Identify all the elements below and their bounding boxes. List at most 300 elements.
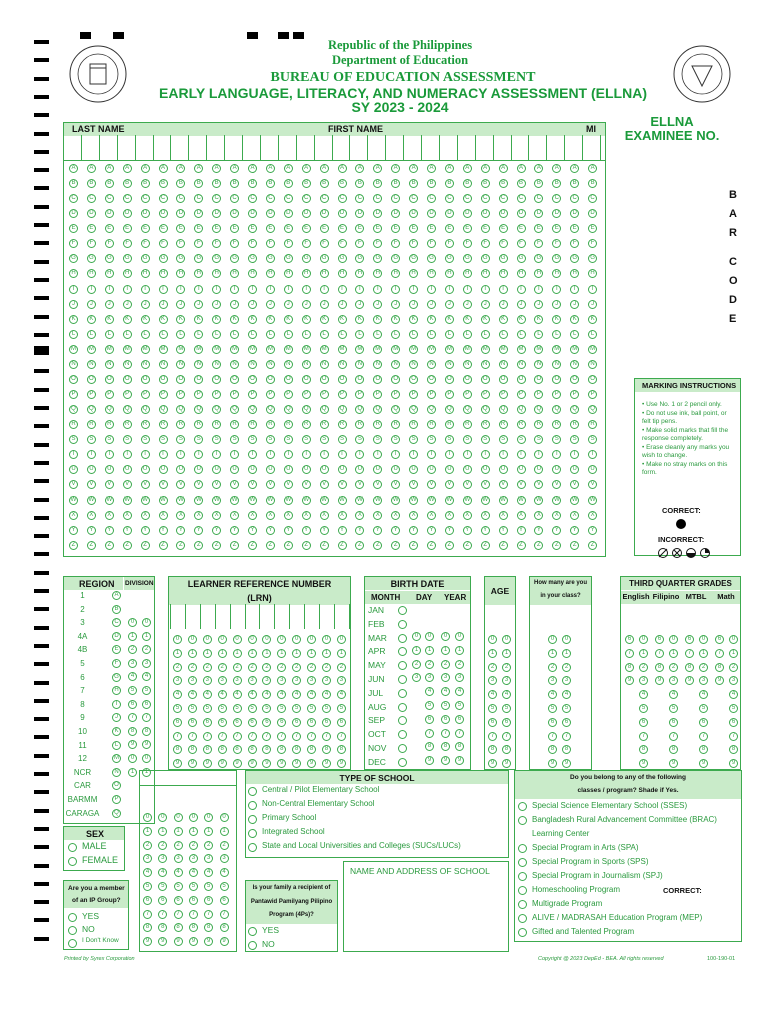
lrn-bubble[interactable]: 3 <box>292 676 301 685</box>
name-bubble[interactable]: E <box>248 224 257 233</box>
division-code-bubble[interactable]: 0 <box>204 813 213 822</box>
name-bubble[interactable]: M <box>536 345 542 352</box>
name-bubble[interactable]: I <box>373 285 382 294</box>
name-bubble[interactable]: P <box>481 390 490 399</box>
division-bubble[interactable]: 1 <box>128 632 137 641</box>
lrn-bubble[interactable]: 2 <box>233 663 242 672</box>
class-count-bubble[interactable]: 5 <box>548 704 557 713</box>
name-bubble[interactable]: N <box>141 360 150 369</box>
lrn-bubble[interactable]: 3 <box>322 676 331 685</box>
name-bubble[interactable]: K <box>248 315 257 324</box>
lrn-bubble[interactable]: 1 <box>233 649 242 658</box>
day-bubble[interactable]: 8 <box>425 742 434 751</box>
name-bubble[interactable]: O <box>445 375 454 384</box>
name-bubble[interactable]: V <box>176 480 185 489</box>
month-bubble[interactable] <box>398 758 407 767</box>
division-bubble[interactable]: 6 <box>142 700 151 709</box>
name-bubble[interactable]: J <box>499 300 508 309</box>
name-bubble[interactable]: T <box>248 450 257 459</box>
name-bubble[interactable]: Z <box>159 541 168 550</box>
name-bubble[interactable]: R <box>87 420 96 429</box>
year-bubble[interactable]: 7 <box>455 729 464 738</box>
lrn-bubble[interactable]: 4 <box>322 690 331 699</box>
name-bubble[interactable]: O <box>248 375 257 384</box>
division-code-bubble[interactable]: 0 <box>143 813 152 822</box>
name-bubble[interactable]: Z <box>463 541 472 550</box>
name-bubble[interactable]: A <box>266 164 275 173</box>
name-bubble[interactable]: R <box>552 420 561 429</box>
lrn-bubble[interactable]: 9 <box>188 759 197 768</box>
name-bubble[interactable]: Q <box>266 405 275 414</box>
name-bubble[interactable]: Y <box>373 526 382 535</box>
program-bubble[interactable] <box>518 858 527 867</box>
name-bubble[interactable]: W <box>106 496 113 503</box>
month-bubble[interactable] <box>398 675 407 684</box>
name-bubble[interactable]: G <box>499 254 508 263</box>
name-bubble[interactable]: D <box>499 209 508 218</box>
name-bubble[interactable]: Y <box>463 526 472 535</box>
age-bubble[interactable]: 6 <box>488 718 497 727</box>
name-bubble[interactable]: V <box>588 480 597 489</box>
name-bubble[interactable]: X <box>445 511 454 520</box>
name-bubble[interactable]: Q <box>194 405 203 414</box>
name-bubble[interactable]: R <box>302 420 311 429</box>
lrn-bubble[interactable]: 5 <box>218 704 227 713</box>
name-bubble[interactable]: Q <box>159 405 168 414</box>
lrn-bubble[interactable]: 1 <box>248 649 257 658</box>
name-bubble[interactable]: T <box>355 450 364 459</box>
name-bubble[interactable]: E <box>481 224 490 233</box>
division-bubble[interactable]: 1 <box>128 768 137 777</box>
name-bubble[interactable]: K <box>141 315 150 324</box>
name-bubble[interactable]: Q <box>230 405 239 414</box>
name-bubble[interactable]: X <box>570 511 579 520</box>
name-bubble[interactable]: E <box>499 224 508 233</box>
name-bubble[interactable]: Q <box>409 405 418 414</box>
lrn-bubble[interactable]: 7 <box>173 732 182 741</box>
name-bubble[interactable]: B <box>105 179 114 188</box>
grade-bubble[interactable]: 0 <box>639 635 648 644</box>
grade-bubble[interactable]: 8 <box>655 663 664 672</box>
name-bubble[interactable]: I <box>248 285 257 294</box>
name-bubble[interactable]: Z <box>230 541 239 550</box>
class-count-bubble[interactable]: 6 <box>548 718 557 727</box>
lrn-bubble[interactable]: 7 <box>322 732 331 741</box>
grade-bubble[interactable]: 6 <box>715 635 724 644</box>
age-bubble[interactable]: 4 <box>502 690 511 699</box>
name-bubble[interactable]: N <box>570 360 579 369</box>
name-bubble[interactable]: R <box>266 420 275 429</box>
name-bubble[interactable]: W <box>178 496 184 503</box>
class-count-bubble[interactable]: 8 <box>562 745 571 754</box>
name-bubble[interactable]: B <box>570 179 579 188</box>
day-bubble[interactable]: 1 <box>425 646 434 655</box>
name-bubble[interactable]: B <box>266 179 275 188</box>
name-bubble[interactable]: M <box>71 345 76 352</box>
division-code-bubble[interactable]: 8 <box>189 923 198 932</box>
division-code-bubble[interactable]: 3 <box>174 854 183 863</box>
lrn-bubble[interactable]: 4 <box>307 690 316 699</box>
name-bubble[interactable]: Y <box>248 526 257 535</box>
name-bubble[interactable]: K <box>499 315 508 324</box>
name-bubble[interactable]: Z <box>194 541 203 550</box>
name-bubble[interactable]: T <box>391 450 400 459</box>
region-bubble[interactable]: J <box>112 713 121 722</box>
name-bubble[interactable]: Q <box>105 405 114 414</box>
name-bubble[interactable]: P <box>499 390 508 399</box>
name-bubble[interactable]: R <box>69 420 78 429</box>
grade-bubble[interactable]: 0 <box>669 635 678 644</box>
name-bubble[interactable]: D <box>284 209 293 218</box>
month-bubble[interactable] <box>398 744 407 753</box>
name-bubble[interactable]: K <box>105 315 114 324</box>
name-bubble[interactable]: O <box>141 375 150 384</box>
name-bubble[interactable]: Z <box>391 541 400 550</box>
name-bubble[interactable]: F <box>409 239 418 248</box>
division-code-bubble[interactable]: 0 <box>158 813 167 822</box>
name-bubble[interactable]: X <box>463 511 472 520</box>
name-bubble[interactable]: I <box>230 285 239 294</box>
name-bubble[interactable]: M <box>106 345 112 352</box>
name-bubble[interactable]: O <box>159 375 168 384</box>
division-code-bubble[interactable]: 9 <box>158 937 167 946</box>
name-bubble[interactable]: U <box>463 465 472 474</box>
name-bubble[interactable]: F <box>284 239 293 248</box>
lrn-bubble[interactable]: 5 <box>277 704 286 713</box>
name-bubble[interactable]: I <box>69 285 78 294</box>
name-bubble[interactable]: G <box>123 254 132 263</box>
division-bubble[interactable]: 7 <box>128 713 137 722</box>
grade-bubble[interactable]: 3 <box>699 676 708 685</box>
class-count-bubble[interactable]: 8 <box>548 745 557 754</box>
day-bubble[interactable]: 0 <box>425 632 434 641</box>
name-bubble[interactable]: L <box>69 330 78 339</box>
division-bubble[interactable]: 5 <box>142 686 151 695</box>
age-bubble[interactable]: 3 <box>502 676 511 685</box>
name-bubble[interactable]: S <box>284 435 293 444</box>
name-bubble[interactable]: O <box>517 375 526 384</box>
name-bubble[interactable]: J <box>338 300 347 309</box>
class-count-bubble[interactable]: 2 <box>548 663 557 672</box>
name-bubble[interactable]: W <box>142 496 148 503</box>
name-bubble[interactable]: M <box>482 345 488 352</box>
grade-bubble[interactable]: 1 <box>699 649 708 658</box>
name-bubble[interactable]: Z <box>284 541 293 550</box>
name-bubble[interactable]: N <box>87 360 96 369</box>
name-bubble[interactable]: H <box>427 269 436 278</box>
name-bubble[interactable]: Y <box>266 526 275 535</box>
age-bubble[interactable]: 8 <box>488 745 497 754</box>
name-bubble[interactable]: T <box>141 450 150 459</box>
name-bubble[interactable]: J <box>123 300 132 309</box>
name-bubble[interactable]: Y <box>141 526 150 535</box>
division-code-bubble[interactable]: 9 <box>189 937 198 946</box>
name-bubble[interactable]: J <box>481 300 490 309</box>
name-bubble[interactable]: Y <box>391 526 400 535</box>
name-bubble[interactable]: I <box>588 285 597 294</box>
name-bubble[interactable]: J <box>284 300 293 309</box>
name-bubble[interactable]: H <box>463 269 472 278</box>
name-bubble[interactable]: Z <box>69 541 78 550</box>
name-bubble[interactable]: H <box>320 269 329 278</box>
day-bubble[interactable]: 3 <box>412 673 421 682</box>
name-bubble[interactable]: G <box>320 254 329 263</box>
name-bubble[interactable]: O <box>463 375 472 384</box>
name-bubble[interactable]: J <box>391 300 400 309</box>
grade-bubble[interactable]: 9 <box>655 676 664 685</box>
name-bubble[interactable]: L <box>159 330 168 339</box>
name-bubble[interactable]: S <box>338 435 347 444</box>
grade-bubble[interactable]: 8 <box>729 745 738 754</box>
name-bubble[interactable]: W <box>321 496 327 503</box>
name-bubble[interactable]: Q <box>338 405 347 414</box>
name-bubble[interactable]: C <box>409 194 418 203</box>
name-bubble[interactable]: W <box>339 496 345 503</box>
region-bubble[interactable]: M <box>114 755 119 762</box>
division-code-bubble[interactable]: 5 <box>158 882 167 891</box>
name-bubble[interactable]: Q <box>445 405 454 414</box>
name-bubble[interactable]: X <box>517 511 526 520</box>
name-bubble[interactable]: N <box>355 360 364 369</box>
name-bubble[interactable]: L <box>266 330 275 339</box>
lrn-bubble[interactable]: 3 <box>218 676 227 685</box>
lrn-bubble[interactable]: 1 <box>173 649 182 658</box>
name-bubble[interactable]: A <box>355 164 364 173</box>
name-bubble[interactable]: V <box>141 480 150 489</box>
name-bubble[interactable]: Z <box>570 541 579 550</box>
name-bubble[interactable]: X <box>212 511 221 520</box>
grade-bubble[interactable]: 1 <box>729 649 738 658</box>
lrn-bubble[interactable]: 6 <box>188 718 197 727</box>
name-bubble[interactable]: T <box>409 450 418 459</box>
name-bubble[interactable]: K <box>176 315 185 324</box>
division-code-bubble[interactable]: 5 <box>174 882 183 891</box>
division-code-bubble[interactable]: 2 <box>174 841 183 850</box>
division-code-bubble[interactable]: 6 <box>204 896 213 905</box>
region-bubble[interactable]: C <box>112 618 121 627</box>
name-bubble[interactable]: W <box>571 496 578 503</box>
name-bubble[interactable]: D <box>338 209 347 218</box>
name-bubble[interactable]: W <box>213 496 220 503</box>
lrn-bubble[interactable]: 9 <box>218 759 227 768</box>
name-bubble[interactable]: V <box>355 480 364 489</box>
name-bubble[interactable]: U <box>481 465 490 474</box>
grade-bubble[interactable]: 6 <box>639 718 648 727</box>
name-bubble[interactable]: D <box>534 209 543 218</box>
name-bubble[interactable]: E <box>463 224 472 233</box>
day-bubble[interactable]: 9 <box>425 756 434 765</box>
name-bubble[interactable]: L <box>445 330 454 339</box>
grade-bubble[interactable]: 9 <box>685 676 694 685</box>
name-bubble[interactable]: X <box>534 511 543 520</box>
name-bubble[interactable]: R <box>123 420 132 429</box>
lrn-bubble[interactable]: 7 <box>203 732 212 741</box>
class-count-bubble[interactable]: 3 <box>548 676 557 685</box>
name-bubble[interactable]: L <box>409 330 418 339</box>
division-code-bubble[interactable]: 4 <box>204 868 213 877</box>
grade-bubble[interactable]: 6 <box>685 635 694 644</box>
name-bubble[interactable]: T <box>123 450 132 459</box>
name-bubble[interactable]: W <box>160 496 166 503</box>
region-bubble[interactable]: H <box>112 686 121 695</box>
name-bubble[interactable]: V <box>320 480 329 489</box>
lrn-bubble[interactable]: 1 <box>307 649 316 658</box>
lrn-bubble[interactable]: 8 <box>262 745 271 754</box>
name-bubble[interactable]: E <box>517 224 526 233</box>
division-bubble[interactable]: 0 <box>142 618 151 627</box>
name-bubble[interactable]: D <box>212 209 221 218</box>
name-bubble[interactable]: F <box>230 239 239 248</box>
lrn-bubble[interactable]: 4 <box>277 690 286 699</box>
lrn-bubble[interactable]: 6 <box>173 718 182 727</box>
name-bubble[interactable]: W <box>249 496 256 503</box>
name-bubble[interactable]: V <box>284 480 293 489</box>
lrn-bubble[interactable]: 8 <box>203 745 212 754</box>
lrn-bubble[interactable]: 3 <box>248 676 257 685</box>
name-bubble[interactable]: R <box>391 420 400 429</box>
grade-bubble[interactable]: 8 <box>639 745 648 754</box>
name-bubble[interactable]: C <box>230 194 239 203</box>
name-bubble[interactable]: H <box>570 269 579 278</box>
name-bubble[interactable]: A <box>338 164 347 173</box>
day-bubble[interactable]: 7 <box>425 729 434 738</box>
name-bubble[interactable]: H <box>445 269 454 278</box>
program-bubble[interactable] <box>518 900 527 909</box>
name-bubble[interactable]: U <box>373 465 382 474</box>
name-bubble[interactable]: T <box>176 450 185 459</box>
name-bubble[interactable]: V <box>391 480 400 489</box>
name-bubble[interactable]: K <box>194 315 203 324</box>
lrn-bubble[interactable]: 7 <box>188 732 197 741</box>
name-bubble[interactable]: O <box>355 375 364 384</box>
name-bubble[interactable]: C <box>588 194 597 203</box>
name-bubble[interactable]: A <box>69 164 78 173</box>
name-bubble[interactable]: E <box>302 224 311 233</box>
name-bubble[interactable]: V <box>373 480 382 489</box>
name-bubble[interactable]: A <box>517 164 526 173</box>
name-bubble[interactable]: I <box>534 285 543 294</box>
division-code-bubble[interactable]: 7 <box>143 910 152 919</box>
name-bubble[interactable]: T <box>534 450 543 459</box>
name-bubble[interactable]: Q <box>302 405 311 414</box>
name-bubble[interactable]: G <box>194 254 203 263</box>
name-bubble[interactable]: W <box>553 496 560 503</box>
name-bubble[interactable]: P <box>159 390 168 399</box>
division-bubble[interactable]: 9 <box>142 740 151 749</box>
name-bubble[interactable]: R <box>338 420 347 429</box>
name-bubble[interactable]: H <box>499 269 508 278</box>
lrn-bubble[interactable]: 8 <box>307 745 316 754</box>
name-bubble[interactable]: D <box>302 209 311 218</box>
name-bubble[interactable]: C <box>248 194 257 203</box>
name-bubble[interactable]: S <box>534 435 543 444</box>
name-bubble[interactable]: J <box>552 300 561 309</box>
name-bubble[interactable]: G <box>552 254 561 263</box>
name-bubble[interactable]: B <box>248 179 257 188</box>
name-bubble[interactable]: H <box>588 269 597 278</box>
name-bubble[interactable]: K <box>427 315 436 324</box>
name-bubble[interactable]: Z <box>445 541 454 550</box>
name-bubble[interactable]: M <box>232 345 238 352</box>
name-bubble[interactable]: S <box>248 435 257 444</box>
division-code-bubble[interactable]: 6 <box>220 896 229 905</box>
name-bubble[interactable]: J <box>105 300 114 309</box>
age-bubble[interactable]: 9 <box>488 759 497 768</box>
age-bubble[interactable]: 0 <box>502 635 511 644</box>
name-bubble[interactable]: L <box>284 330 293 339</box>
name-bubble[interactable]: L <box>427 330 436 339</box>
name-bubble[interactable]: Y <box>570 526 579 535</box>
year-bubble[interactable]: 0 <box>455 632 464 641</box>
name-bubble[interactable]: O <box>87 375 96 384</box>
school-type-bubble[interactable] <box>248 843 257 852</box>
grade-bubble[interactable]: 9 <box>669 759 678 768</box>
lrn-bubble[interactable]: 7 <box>233 732 242 741</box>
name-bubble[interactable]: C <box>105 194 114 203</box>
name-bubble[interactable]: O <box>499 375 508 384</box>
name-bubble[interactable]: J <box>445 300 454 309</box>
class-count-bubble[interactable]: 1 <box>562 649 571 658</box>
name-bubble[interactable]: W <box>428 496 435 503</box>
name-bubble[interactable]: G <box>463 254 472 263</box>
name-bubble[interactable]: D <box>141 209 150 218</box>
division-bubble[interactable]: 3 <box>128 659 137 668</box>
grade-bubble[interactable]: 4 <box>669 690 678 699</box>
name-bubble[interactable]: N <box>391 360 400 369</box>
name-bubble[interactable]: G <box>159 254 168 263</box>
name-bubble[interactable]: Q <box>284 405 293 414</box>
name-bubble[interactable]: P <box>105 390 114 399</box>
name-bubble[interactable]: M <box>250 345 255 352</box>
name-bubble[interactable]: T <box>570 450 579 459</box>
name-bubble[interactable]: U <box>320 465 329 474</box>
name-bubble[interactable]: Z <box>266 541 275 550</box>
name-bubble[interactable]: R <box>194 420 203 429</box>
lrn-bubble[interactable]: 2 <box>262 663 271 672</box>
name-bubble[interactable]: E <box>176 224 185 233</box>
name-bubble[interactable]: A <box>463 164 472 173</box>
name-bubble[interactable]: L <box>302 330 311 339</box>
name-bubble[interactable]: C <box>534 194 543 203</box>
name-bubble[interactable]: E <box>355 224 364 233</box>
name-bubble[interactable]: A <box>534 164 543 173</box>
name-bubble[interactable]: R <box>481 420 490 429</box>
name-bubble[interactable]: K <box>534 315 543 324</box>
name-bubble[interactable]: D <box>463 209 472 218</box>
lrn-bubble[interactable]: 0 <box>218 635 227 644</box>
grade-bubble[interactable]: 3 <box>669 676 678 685</box>
name-bubble[interactable]: D <box>105 209 114 218</box>
name-bubble[interactable]: S <box>552 435 561 444</box>
name-bubble[interactable]: U <box>105 465 114 474</box>
name-bubble[interactable]: O <box>194 375 203 384</box>
name-bubble[interactable]: M <box>142 345 148 352</box>
division-bubble[interactable]: 9 <box>128 740 137 749</box>
name-bubble[interactable]: C <box>427 194 436 203</box>
name-bubble[interactable]: W <box>303 496 310 503</box>
name-bubble[interactable]: C <box>517 194 526 203</box>
name-bubble[interactable]: D <box>248 209 257 218</box>
name-bubble[interactable]: P <box>230 390 239 399</box>
name-bubble[interactable]: H <box>230 269 239 278</box>
name-bubble[interactable]: F <box>338 239 347 248</box>
lrn-bubble[interactable]: 6 <box>233 718 242 727</box>
name-bubble[interactable]: C <box>338 194 347 203</box>
class-count-bubble[interactable]: 6 <box>562 718 571 727</box>
division-code-bubble[interactable]: 0 <box>220 813 229 822</box>
name-bubble[interactable]: I <box>320 285 329 294</box>
name-bubble[interactable]: U <box>427 465 436 474</box>
